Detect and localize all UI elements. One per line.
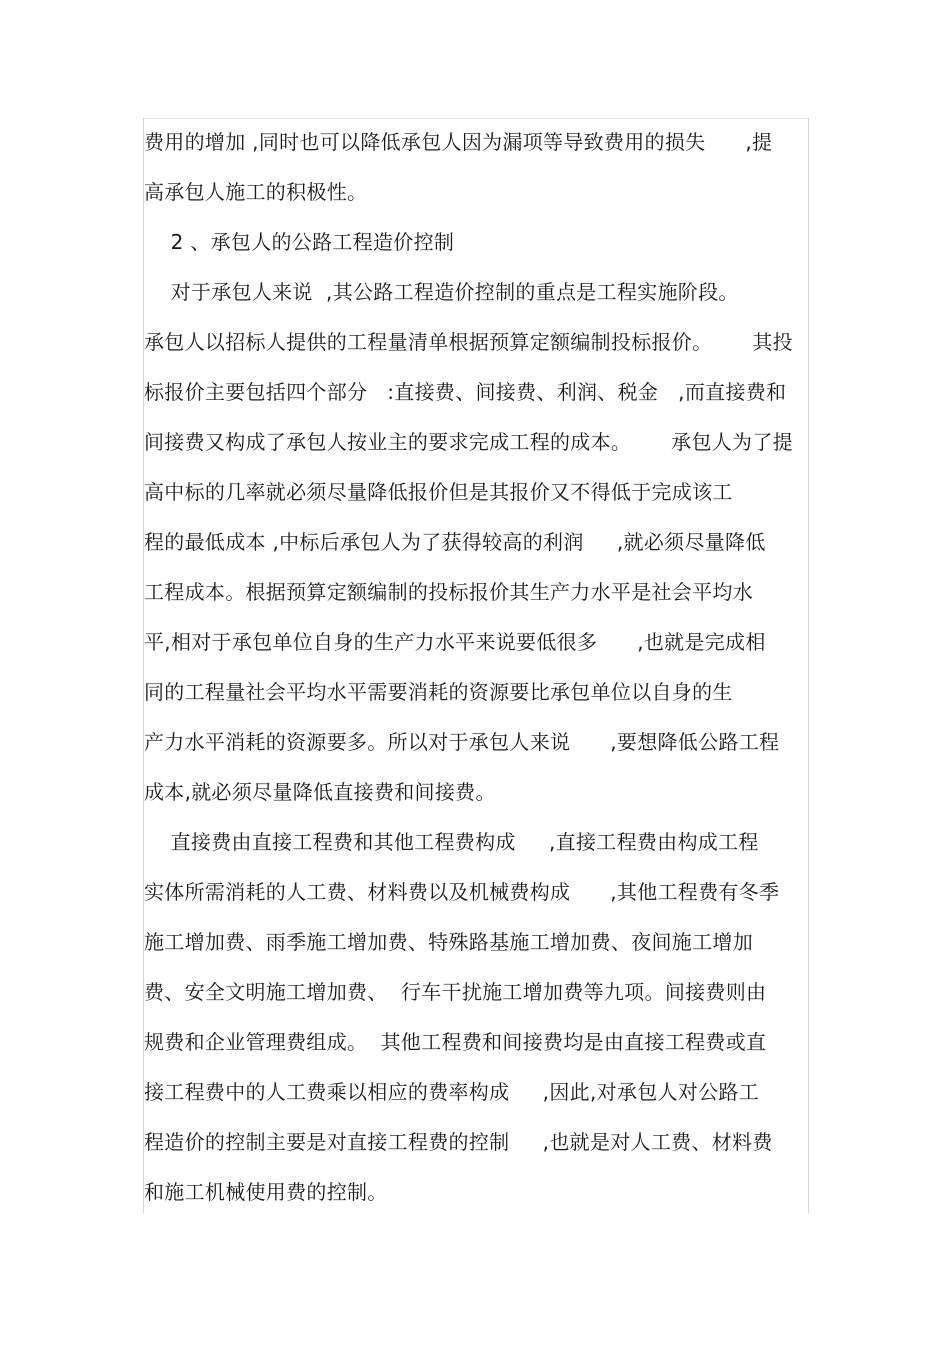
section-heading: 2 、承包人的公路工程造价控制 bbox=[144, 230, 455, 254]
text-line: 平,相对于承包单位自身的生产力水平来说要低很多 ,也就是完成相 bbox=[144, 630, 766, 654]
text-line: 程造价的控制主要是对直接工程费的控制 ,也就是对人工费、材料费 bbox=[144, 1130, 773, 1154]
text-line: 间接费又构成了承包人按业主的要求完成工程的成本。 承包人为了提 bbox=[144, 430, 793, 454]
text-line: 接工程费中的人工费乘以相应的费率构成 ,因此,对承包人对公路工 bbox=[144, 1080, 760, 1104]
text-line: 费、安全文明施工增加费、 行车干扰施工增加费等九项。间接费则由 bbox=[144, 980, 767, 1004]
text-line: 产力水平消耗的资源要多。所以对于承包人来说 ,要想降低公路工程 bbox=[144, 730, 780, 754]
text-line: 承包人以招标人提供的工程量清单根据预算定额编制投标报价。 其投 bbox=[144, 330, 793, 354]
text-line: 高承包人施工的积极性。 bbox=[144, 180, 368, 204]
text-line: 和施工机械使用费的控制。 bbox=[144, 1180, 388, 1204]
text-line: 直接费由直接工程费和其他工程费构成 ,直接工程费由构成工程 bbox=[144, 830, 759, 854]
text-line: 对于承包人来说 ,其公路工程造价控制的重点是工程实施阶段。 bbox=[144, 280, 739, 304]
text-line: 高中标的几率就必须尽量降低报价但是其报价又不得低于完成该工 bbox=[144, 480, 733, 504]
text-line: 施工增加费、雨季施工增加费、特殊路基施工增加费、夜间施工增加 bbox=[144, 930, 753, 954]
text-line: 标报价主要包括四个部分 :直接费、间接费、利润、税金 ,而直接费和 bbox=[144, 380, 787, 404]
text-line: 成本,就必须尽量降低直接费和间接费。 bbox=[144, 780, 496, 804]
text-line: 规费和企业管理费组成。 其他工程费和间接费均是由直接工程费或直 bbox=[144, 1030, 767, 1054]
text-line: 费用的增加 ,同时也可以降低承包人因为漏项等导致费用的损失 ,提 bbox=[144, 130, 773, 154]
text-line: 实体所需消耗的人工费、材料费以及机械费构成 ,其他工程费有冬季 bbox=[144, 880, 780, 904]
text-line: 工程成本。根据预算定额编制的投标报价其生产力水平是社会平均水 bbox=[144, 580, 753, 604]
text-line: 同的工程量社会平均水平需要消耗的资源要比承包单位以自身的生 bbox=[144, 680, 733, 704]
text-line: 程的最低成本 ,中标后承包人为了获得较高的利润 ,就必须尽量降低 bbox=[144, 530, 766, 554]
